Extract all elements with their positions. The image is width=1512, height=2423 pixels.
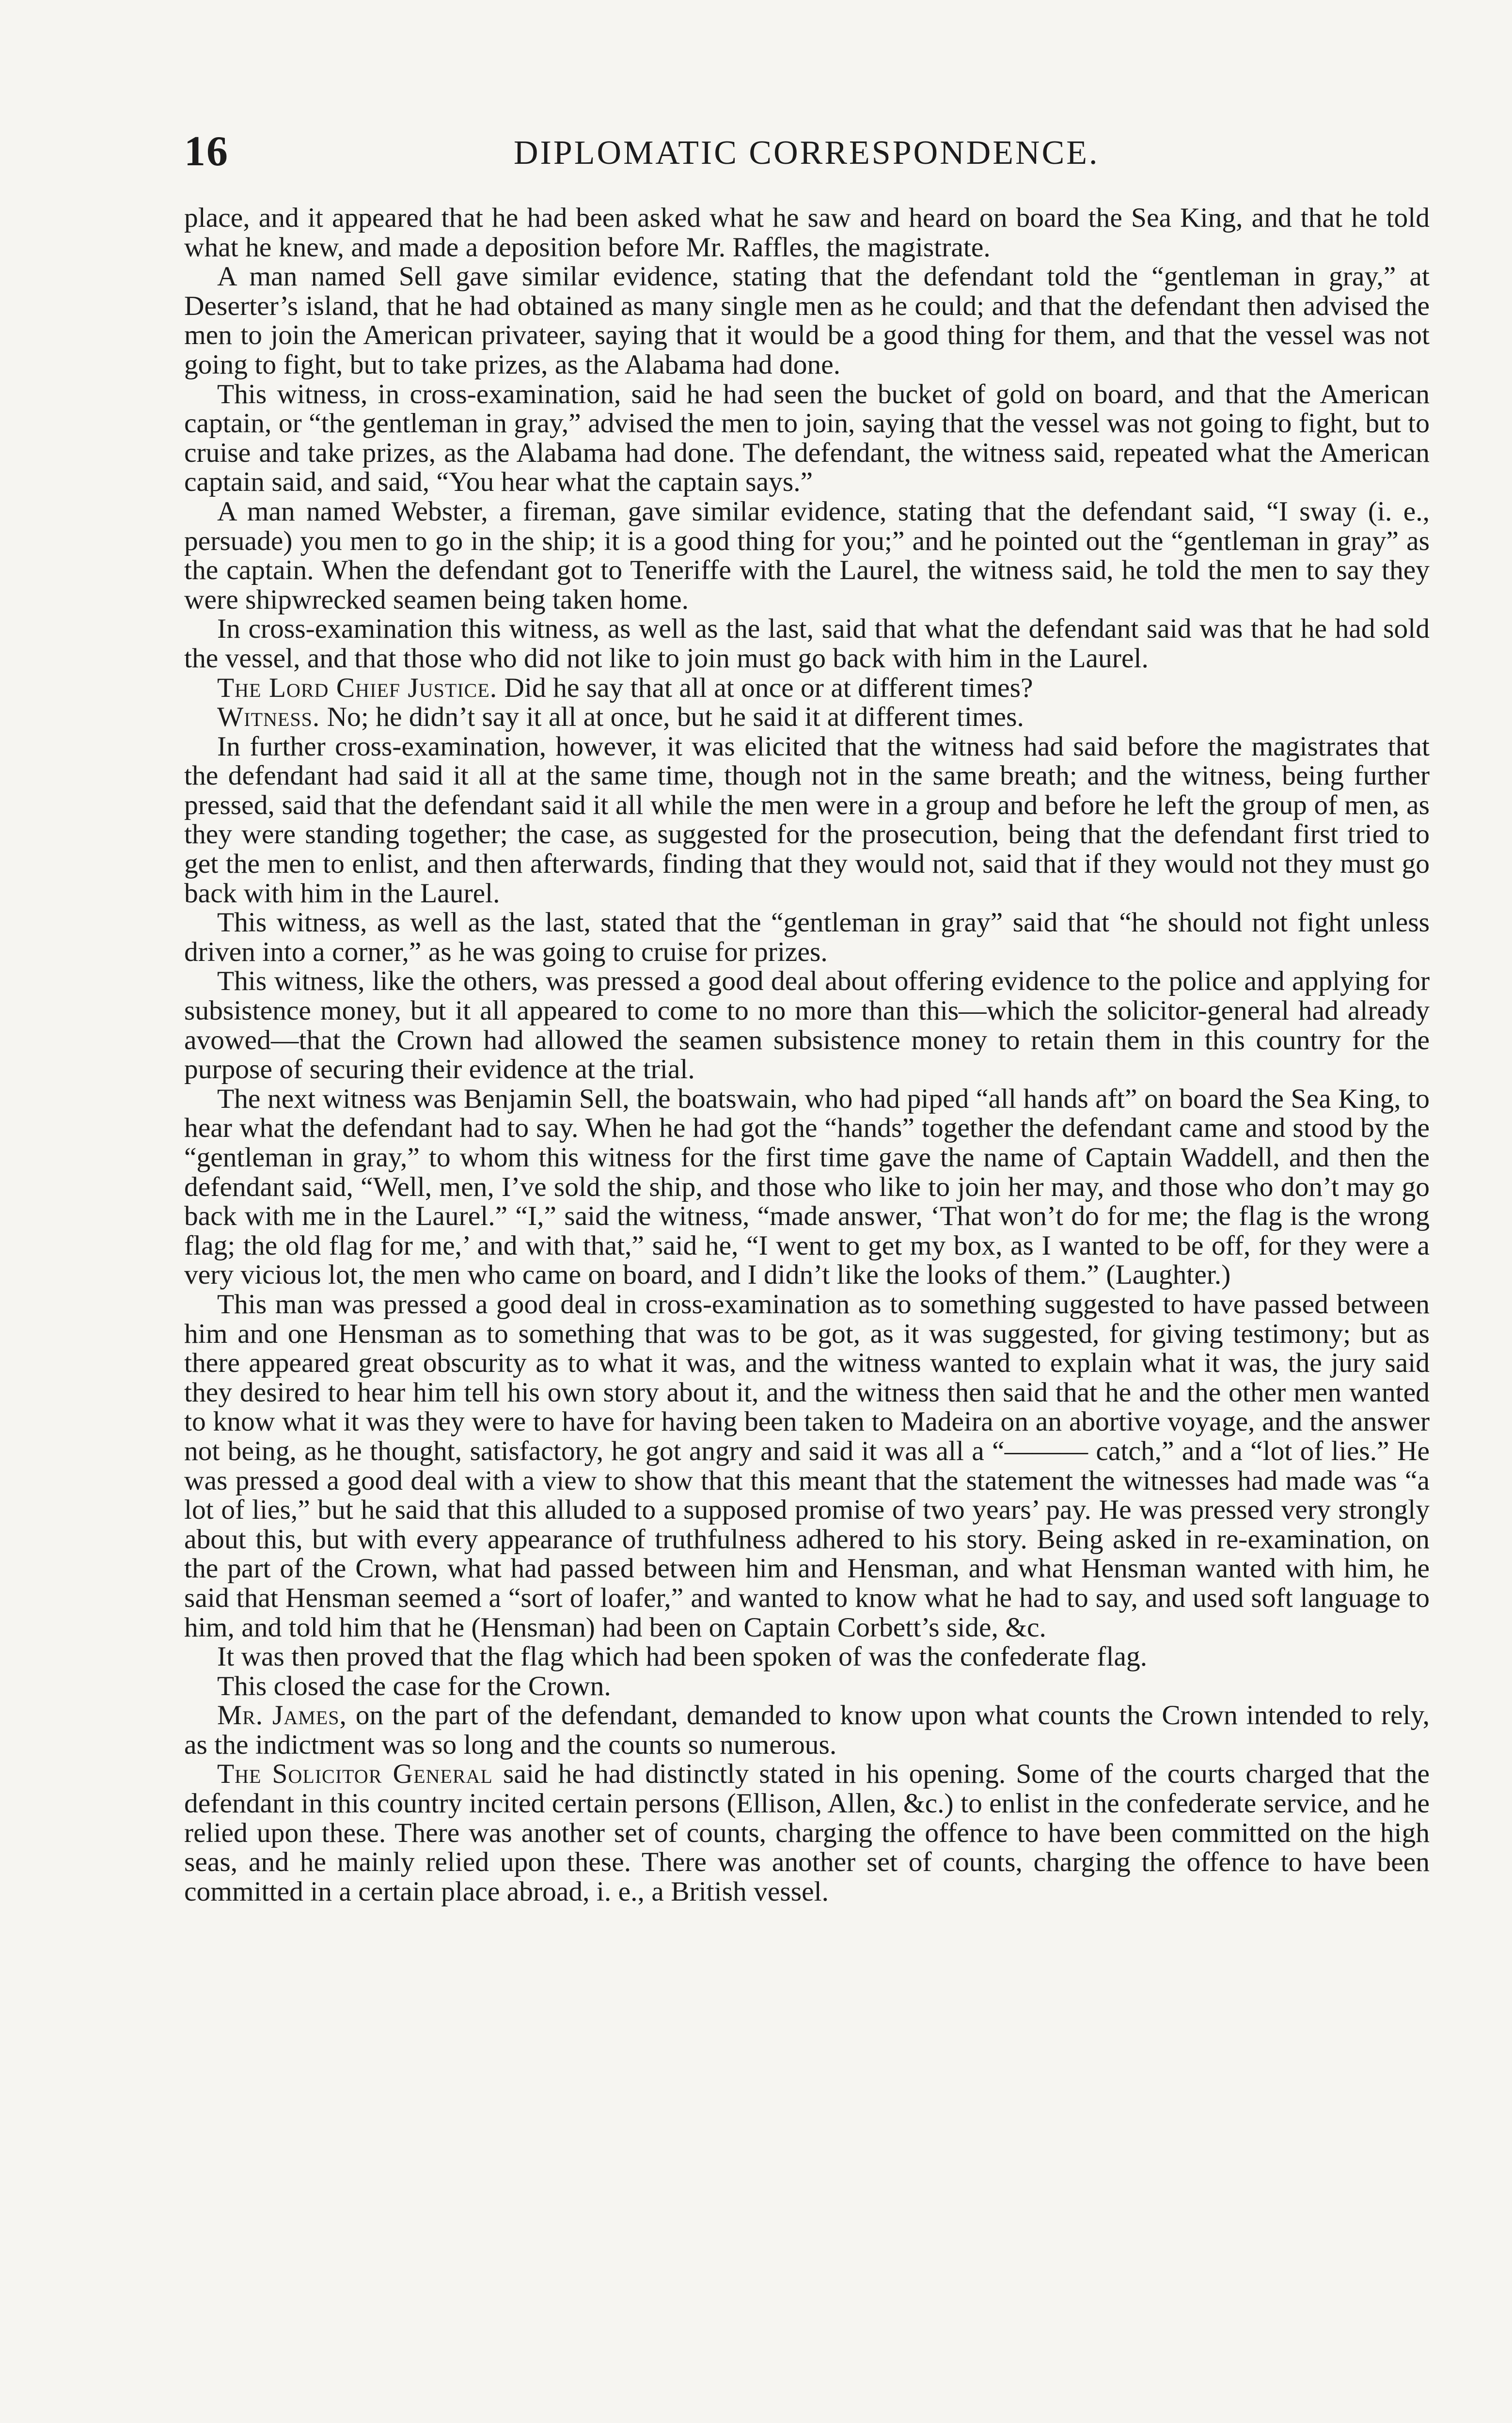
paragraph bbox=[184, 967, 1430, 1084]
paragraph-text: Did he say that all at once or at different times? bbox=[504, 672, 1033, 703]
paragraph-text: This witness, like the others, was pressed a good deal about offering evidence to the police and applying for subsistence money, but it all appeared to come to no more than this—which the solicitor-general had already avowed—that the Crown had allowed the seamen subsistence money to retain them in this country for the purpose of securing their evidence at the trial. bbox=[184, 966, 1430, 1085]
paragraph bbox=[184, 204, 1430, 262]
paragraph-text: This man was pressed a good deal in cross-examination as to something suggested to have passed between him and one Hensman as to something that was to be got, as it was suggested, for giving testimony; but as there appeared great obscurity as to what it was, and the witness wanted to explain what it was, the jury said they desired to hear him tell his own story about it, and the witness then said that he and the other men wanted to know what it was they were to have for having been taken to Madeira on an abortive voyage, and the answer not being, as he thought, satisfactory, he got angry and said it was all a “——— catch,” and a “lot of lies.” He was pressed a good deal with a view to show that this meant that the statement the witnesses had made was “a lot of lies,” but he said that this alluded to a supposed promise of two years’ pay. He was pressed very strongly about this, but with every appearance of truthfulness adhered to his story. Being asked in re-examination, on the part of the Crown, what had passed between him and Hensman, and what Hensman wanted with him, he said that Hensman seemed a “sort of loafer,” and wanted to know what he had to say, and used soft language to him, and told him that he (Hensman) had been on Captain Corbett’s side, &c. bbox=[184, 1289, 1430, 1643]
paragraph-text: on the part of the defendant, demanded to know upon what counts the Crown intended to rely, as the indictment was so long and the counts so numerous. bbox=[184, 1700, 1430, 1760]
paragraph bbox=[184, 262, 1430, 379]
paragraph-text: This witness, as well as the last, stated that the “gentleman in gray” said that “he should not fight unless driven into a corner,” as he was going to cruise for prizes. bbox=[184, 907, 1430, 967]
paragraph bbox=[184, 497, 1430, 614]
paragraph-text: The next witness was Benjamin Sell, the boatswain, who had piped “all hands aft” on board the Sea King, to hear what the defendant had to say. When he had got the “hands” together the defendant came and stood by the “gentleman in gray,” to whom this witness for the first time gave the name of Captain Waddell, and then the defendant said, “Well, men, I’ve sold the ship, and those who like to join her may, and those who don’t may go back with me in the Laurel.” “I,” said the witness, “made answer, ‘That won’t do for me; the flag is the wrong flag; the old flag for me,’ and with that,” said he, “I went to get my box, as I wanted to be off, for they were a very vicious lot, the men who came on board, and I didn’t like the looks of them.” (Laughter.) bbox=[184, 1083, 1430, 1290]
paragraph bbox=[184, 674, 1430, 703]
paragraph-text: A man named Webster, a fireman, gave similar evidence, stating that the defendant said, “I sway (i. e., persuade) you men to go in the ship; it is a good thing for you;” and he pointed out the “gentleman in gray” as the captain. When the defendant got to Teneriffe with the Laurel, the witness said, he told the men to say they were shipwrecked seamen being taken home. bbox=[184, 496, 1430, 615]
paragraph-text: said he had distinctly stated in his opening. Some of the courts charged that the defendant in this country incited certain persons (Ellison, Allen, &c.) to enlist in the confederate service, and he relied upon these. There was another set of counts, charging the offence to have been committed on the high seas, and he mainly relied upon these. There was another set of counts, charging the offence to have been committed in a certain place abroad, i. e., a British vessel. bbox=[184, 1759, 1430, 1907]
paragraph bbox=[184, 1760, 1430, 1906]
paragraph bbox=[184, 1701, 1430, 1760]
speaker-label: The Solicitor General bbox=[217, 1759, 493, 1790]
paragraph-text: In cross-examination this witness, as well as the last, said that what the defendant said was that he had sold the vessel, and that those who did not like to join must go back with him in the Laurel. bbox=[184, 614, 1430, 674]
paragraph-text: No; he didn’t say it all at once, but he said it at different times. bbox=[327, 702, 1024, 733]
paragraph-text: This closed the case for the Crown. bbox=[217, 1670, 611, 1701]
paragraph bbox=[184, 1672, 1430, 1701]
body-text bbox=[184, 204, 1430, 1906]
paragraph-text: place, and it appeared that he had been asked what he saw and heard on board the Sea King, and that he told what he knew, and made a deposition before Mr. Raffles, the magistrate. bbox=[184, 203, 1430, 263]
paragraph-text: In further cross-examination, however, it was elicited that the witness had said before the magistrates that the defendant had said it all at the same time, though not in the same breath; and the witness, being further pressed, said that the defendant said it all while the men were in a group and before he left the group of men, as they were standing together; the case, as suggested for the prosecution, being that the defendant first tried to get the men to enlist, and then afterwards, finding that they would not, said that if they would not they must go back with him in the Laurel. bbox=[184, 731, 1430, 909]
speaker-label: Mr. James, bbox=[217, 1700, 347, 1731]
paragraph bbox=[184, 614, 1430, 673]
paragraph bbox=[184, 380, 1430, 497]
speaker-label: Witness. bbox=[217, 702, 320, 733]
paragraph-text: It was then proved that the flag which had been spoken of was the confederate flag. bbox=[217, 1641, 1148, 1672]
paragraph-text: This witness, in cross-examination, said he had seen the bucket of gold on board, and that the American captain, or “the gentleman in gray,” advised the men to join, saying that the vessel was not going to fight, but to cruise and take prizes, as the Alabama had done. The defendant, the witness said, repeated what the American captain said, and said, “You hear what the captain says.” bbox=[184, 378, 1430, 498]
paragraph bbox=[184, 703, 1430, 732]
page-header bbox=[184, 127, 1434, 180]
paragraph bbox=[184, 1290, 1430, 1642]
paragraph bbox=[184, 1642, 1430, 1672]
paragraph-text: A man named Sell gave similar evidence, stating that the defendant told the “gentleman in gray,” at Deserter’s island, that he had obtained as many single men as he could; and that the defendant then advised the men to join the American privateer, saying that it would be a good thing for them, and that the vessel was not going to fight, but to take prizes, as the Alabama had done. bbox=[184, 261, 1430, 380]
speaker-label: The Lord Chief Justice. bbox=[217, 672, 498, 703]
page-number: 16 bbox=[184, 128, 229, 175]
paragraph bbox=[184, 908, 1430, 967]
paragraph bbox=[184, 732, 1430, 909]
running-title: DIPLOMATIC CORRESPONDENCE. bbox=[514, 134, 1100, 172]
paragraph bbox=[184, 1085, 1430, 1290]
